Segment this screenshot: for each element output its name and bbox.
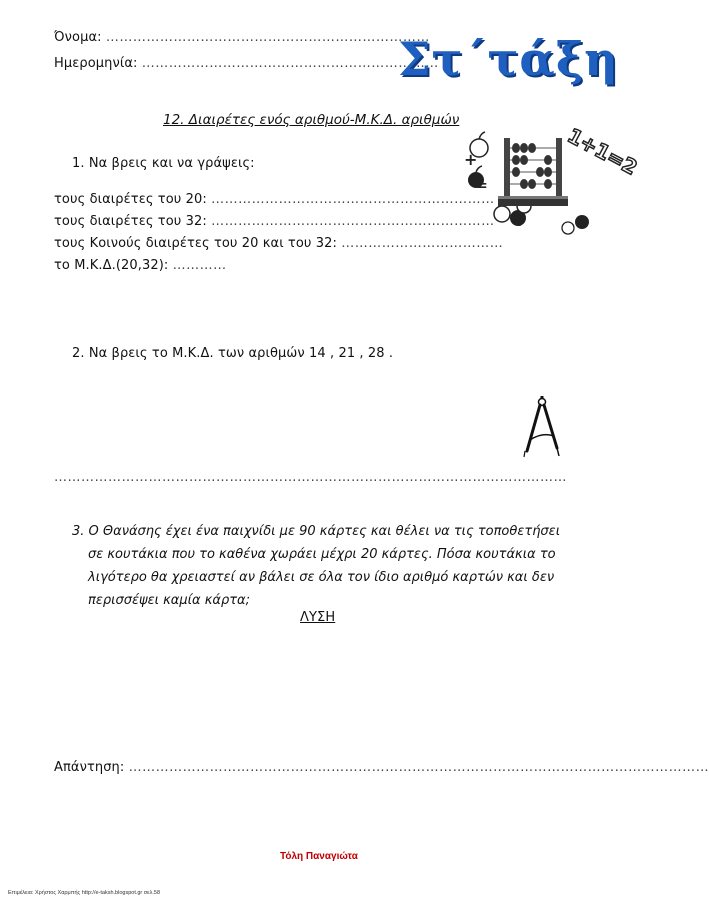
date-dots[interactable]: ………………………………………………………… bbox=[141, 56, 439, 71]
answer-dots[interactable]: ………………………………………………………………………………………………………………… bbox=[128, 760, 709, 775]
apple-icon bbox=[513, 213, 531, 231]
equation-text: 1+1=2 bbox=[563, 123, 642, 180]
q1-line bbox=[54, 258, 227, 273]
q1-line bbox=[54, 214, 495, 229]
q2-heading: 2. Να βρεις το Μ.Κ.Δ. των αριθμών 14 , 21 , 28 . bbox=[72, 346, 394, 361]
svg-text:+: + bbox=[464, 150, 478, 169]
answer-line bbox=[54, 760, 709, 775]
date-label: Ημερομηνία: bbox=[54, 56, 138, 71]
author-name: Τόλη Παναγιώτα bbox=[280, 851, 358, 862]
q1-line-label: τους Κοινούς διαιρέτες του 20 και του 32: bbox=[54, 236, 337, 251]
q1-line bbox=[54, 236, 503, 251]
name-line bbox=[54, 30, 430, 45]
name-label: Όνομα: bbox=[54, 30, 102, 45]
date-line bbox=[54, 56, 439, 71]
answer-label: Απάντηση: bbox=[54, 760, 125, 775]
q1-line-label: τους διαιρέτες του 32: bbox=[54, 214, 207, 229]
svg-text:=: = bbox=[476, 178, 488, 194]
name-dots[interactable]: ……………………………………………………………… bbox=[105, 30, 430, 45]
worksheet-title: 12. Διαιρέτες ενός αριθμού-Μ.Κ.Δ. αριθμών bbox=[163, 112, 460, 128]
q1-line-dots[interactable]: ……………………………………………………… bbox=[211, 192, 495, 207]
grade-logo: Στ΄τάξη bbox=[398, 32, 619, 86]
compass-icon bbox=[522, 396, 562, 458]
solution-label: ΛΥΣΗ bbox=[300, 610, 336, 625]
q1-line-label: τους διαιρέτες του 20: bbox=[54, 192, 207, 207]
q1-line-dots[interactable]: ………… bbox=[172, 258, 227, 273]
q1-heading: 1. Να βρεις και να γράψεις: bbox=[72, 156, 255, 171]
q3-line-4: περισσέψει καμία κάρτα; bbox=[88, 593, 251, 608]
q1-line-label: το Μ.Κ.Δ.(20,32): bbox=[54, 258, 169, 273]
q2-answer-dots[interactable]: …………………………………………………………………………………………………… bbox=[54, 470, 567, 485]
credit-line: Επιμέλεια: Χρήστος Χαρμπής http://e-taksh.blogspot.gr σελ.58 bbox=[8, 890, 161, 896]
q1-line bbox=[54, 192, 495, 207]
q3-line-2: σε κουτάκια που το καθένα χωράει μέχρι 20 κάρτες. Πόσα κουτάκια το bbox=[88, 547, 556, 562]
q1-line-dots[interactable]: ……………………………………………………… bbox=[211, 214, 495, 229]
q1-line-dots[interactable]: ……………………………… bbox=[341, 236, 504, 251]
q3-line-3: λιγότερο θα χρειαστεί αν βάλει σε όλα τον ίδιο αριθμό καρτών και δεν bbox=[88, 570, 555, 585]
q3-line-1: 3. Ο Θανάσης έχει ένα παιχνίδι με 90 κάρτες και θέλει να τις τοποθετήσει bbox=[72, 524, 561, 539]
